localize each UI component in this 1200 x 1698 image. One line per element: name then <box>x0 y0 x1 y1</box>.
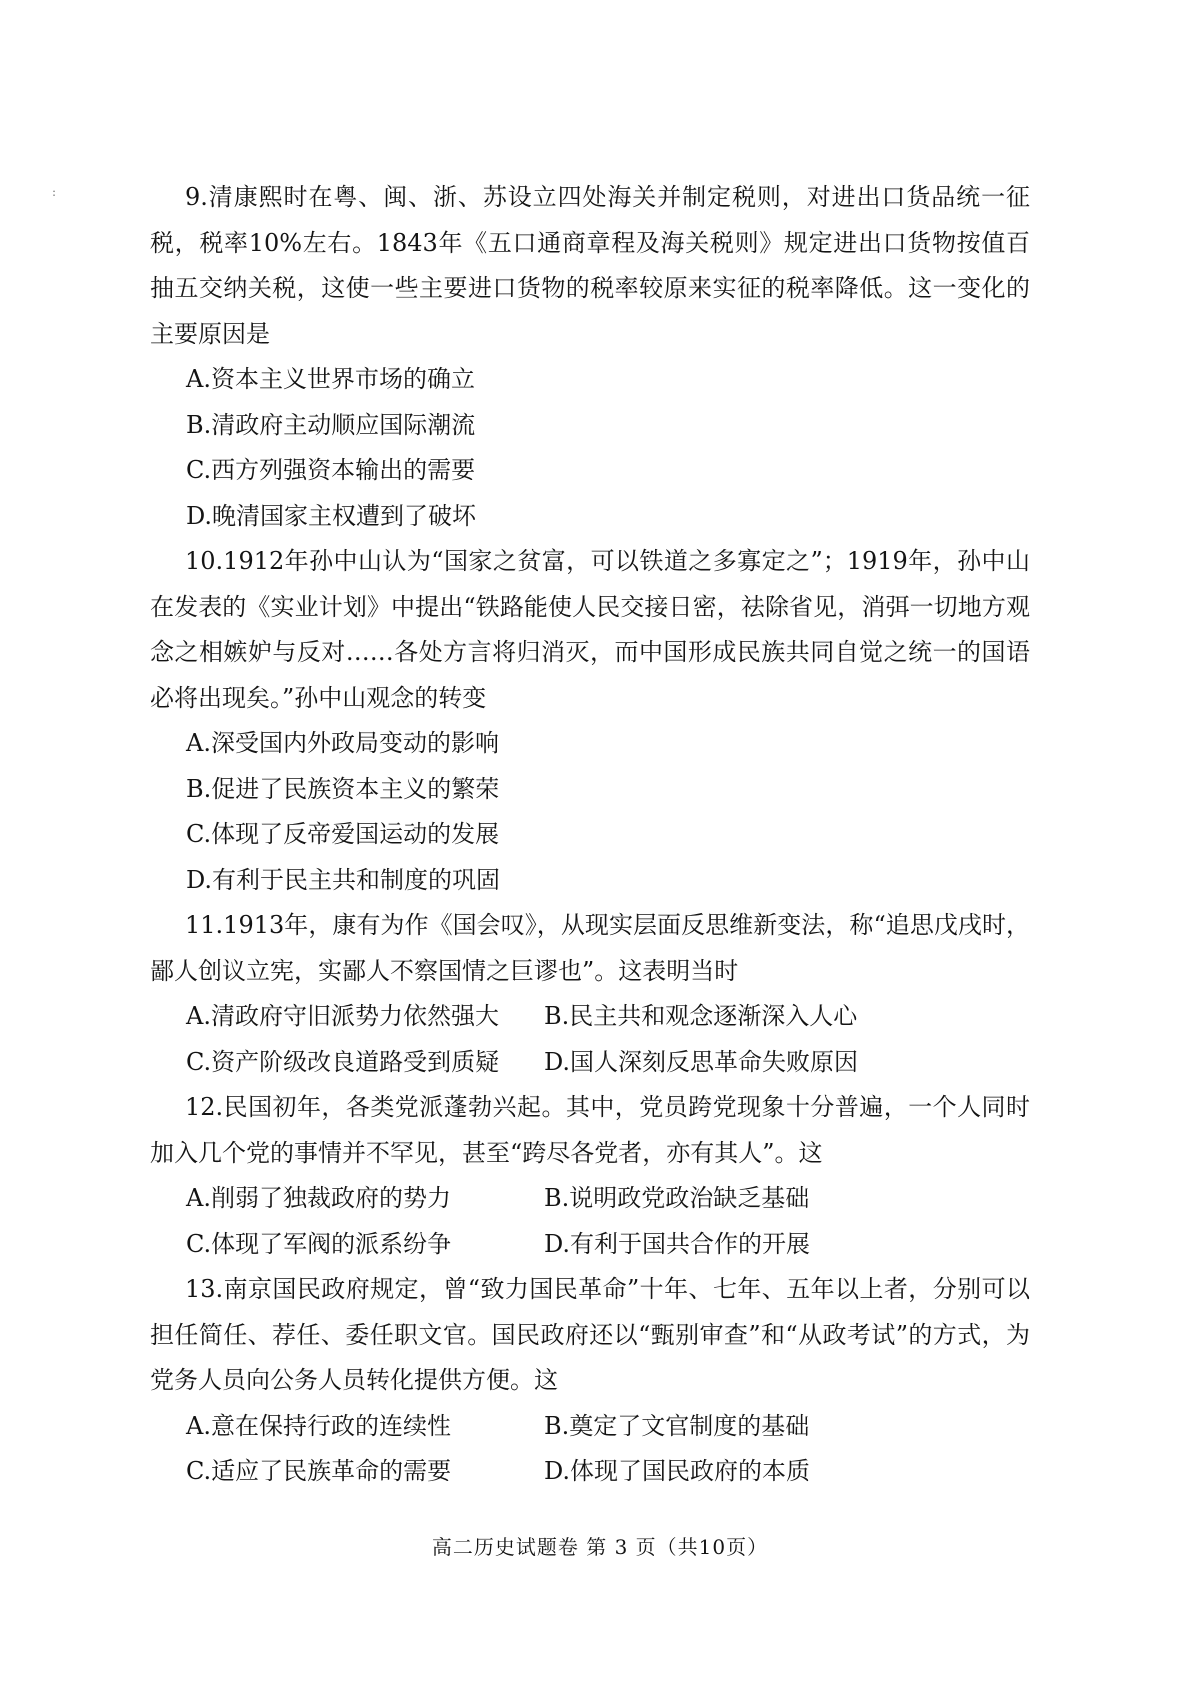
option-c[interactable]: C.体现了反帝爱国运动的发展 <box>186 820 500 848</box>
option-list <box>150 1404 1030 1495</box>
option-d[interactable]: D.体现了国民政府的本质 <box>544 1457 811 1485</box>
option-list <box>150 994 1030 1085</box>
question-stem: 11.1913年，康有为作《国会叹》，从现实层面反思维新变法，称“追思戊戌时，鄙人创议立宪，实鄙人不察国情之巨谬也”。这表明当时 <box>150 911 1030 985</box>
option-b[interactable]: B.说明政党政治缺乏基础 <box>544 1184 810 1212</box>
question-stem: 13.南京国民政府规定，曾“致力国民革命”十年、七年、五年以上者，分别可以担任简任、荐任、委任职文官。国民政府还以“甄别审查”和“从政考试”的方式，为党务人员向公务人员转化提供方便。这 <box>150 1275 1030 1394</box>
question-11 <box>150 903 1030 1085</box>
page-footer: 高二历史试题卷 第 3 页（共10页） <box>431 1535 769 1559</box>
question-stem: 10.1912年孙中山认为“国家之贫富，可以铁道之多寡定之”；1919年，孙中山在发表的《实业计划》中提出“铁路能使人民交接日密，祛除省见，消弭一切地方观念之相嫉妒与反对……各处方言将归消灭，而中国形成民族共同自觉之统一的国语必将出现矣。”孙中山观念的转变 <box>150 547 1030 712</box>
question-9 <box>150 175 1030 539</box>
option-b[interactable]: B.奠定了文官制度的基础 <box>544 1411 810 1440</box>
option-d[interactable]: D.有利于国共合作的开展 <box>544 1229 811 1258</box>
option-d[interactable]: D.国人深刻反思革命失败原因 <box>544 1047 859 1076</box>
question-13 <box>150 1267 1030 1495</box>
option-d[interactable]: D.有利于民主共和制度的巩固 <box>186 865 501 894</box>
option-d[interactable]: D.晚清国家主权遭到了破坏 <box>186 501 477 530</box>
option-b[interactable]: B.促进了民族资本主义的繁荣 <box>186 774 500 803</box>
option-list <box>150 1176 1030 1267</box>
question-10 <box>150 539 1030 903</box>
option-list <box>150 357 1030 539</box>
option-a[interactable]: A.深受国内外政局变动的影响 <box>186 729 499 757</box>
option-b[interactable]: B.清政府主动顺应国际潮流 <box>186 410 476 439</box>
option-a[interactable]: A.清政府守旧派势力依然强大 <box>186 1002 499 1030</box>
question-stem: 9.清康熙时在粤、闽、浙、苏设立四处海关并制定税则，对进出口货品统一征税，税率10%左右。1843年《五口通商章程及海关税则》规定进出口货物按值百抽五交纳关税，这使一些主要进口货物的税率较原来实征的税率降低。这一变化的主要原因是 <box>150 183 1030 348</box>
question-12 <box>150 1085 1030 1267</box>
option-c[interactable]: C.资产阶级改良道路受到质疑 <box>186 1047 500 1076</box>
option-list <box>150 721 1030 903</box>
side-mark: : <box>52 185 57 199</box>
option-c[interactable]: C.适应了民族革命的需要 <box>186 1457 452 1485</box>
option-b[interactable]: B.民主共和观念逐渐深入人心 <box>544 1002 858 1030</box>
option-a[interactable]: A.削弱了独裁政府的势力 <box>186 1184 451 1212</box>
question-stem: 12.民国初年，各类党派蓬勃兴起。其中，党员跨党现象十分普遍，一个人同时加入几个党的事情并不罕见，甚至“跨尽各党者，亦有其人”。这 <box>150 1093 1030 1167</box>
question-list <box>150 175 1030 1495</box>
option-c[interactable]: C.体现了军阀的派系纷争 <box>186 1229 452 1258</box>
option-a[interactable]: A.意在保持行政的连续性 <box>186 1411 451 1440</box>
option-a[interactable]: A.资本主义世界市场的确立 <box>186 365 475 393</box>
option-c[interactable]: C.西方列强资本输出的需要 <box>186 456 476 484</box>
